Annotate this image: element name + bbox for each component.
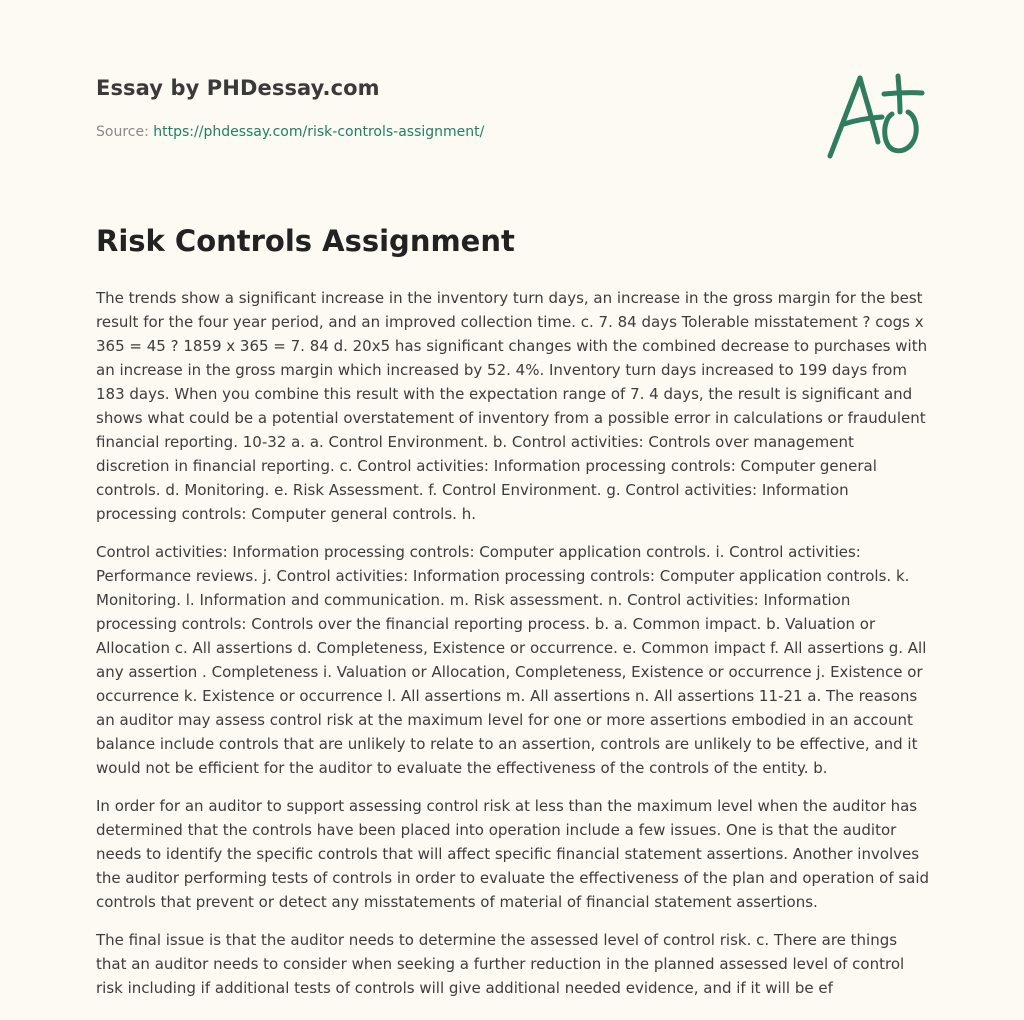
a-plus-grade-icon: [820, 68, 930, 164]
essay-paragraph: In order for an auditor to support assessing control risk at less than the maximum level when the auditor has determined that the controls have been placed into operation include a few issues. One is that the auditor needs to identify the specific controls that will affect specific financial statement assertions. Another involves the auditor performing tests of controls in order to evaluate the effectiveness of the plan and operation of said controls that prevent or detect any misstatements of material of financial statement assertions.: [96, 797, 930, 911]
source-label: Source:: [96, 124, 149, 140]
essay-paragraph: The trends show a significant increase in the inventory turn days, an increase in the gross margin for the best result for the four year period, and an improved collection time. c. 7. 84 days Tolerable misstatement ? cogs x 365 = 45 ? 1859 x 365 = 7. 84 d. 20x5 has significant changes with the combined decrease to purchases with an increase in the gross margin which increased by 52. 4%. Inventory turn days increased to 199 days from 183 days. When you combine this result with the expectation range of 7. 4 days, the result is significant and shows what could be a potential overstatement of inventory from a possible error in calculations or fraudulent financial reporting. 10-32 a. a. Control Environment. b. Control activities: Controls over management discretion in financial reporting. c. Control activities: Information processing controls: Computer general controls. d. Monitoring. e. Risk Assessment. f. Control Environment. g. Control activities: Information processing controls: Computer general controls. h.: [96, 289, 928, 523]
essay-body: [96, 286, 932, 1014]
source-link[interactable]: https://phdessay.com/risk-controls-assignment/: [153, 124, 485, 140]
source-line: [96, 124, 484, 140]
essay-paragraph: The final issue is that the auditor needs to determine the assessed level of control risk. c. There are things that an auditor needs to consider when seeking a further reduction in the planned assessed level of control risk including if additional tests of controls will give additional needed evidence, and if it will be ef: [96, 931, 905, 997]
site-brand: Essay by PHDessay.com: [96, 76, 380, 100]
essay-paragraph: Control activities: Information processing controls: Computer application controls. i. Control activities: Performance reviews. j. Control activities: Information processing controls: Computer application controls. k. Monitoring. l. Information and communication. m. Risk assessment. n. Control activities: Information processing controls: Controls over the financial reporting process. b. a. Common impact. b. Valuation or Allocation c. All assertions d. Completeness, Existence or occurrence. e. Common impact f. All assertions g. All any assertion . Completeness i. Valuation or Allocation, Completeness, Existence or occurrence j. Existence or occurrence k. Existence or occurrence l. All assertions m. All assertions n. All assertions 11-21 a. The reasons an auditor may assess control risk at the maximum level for one or more assertions embodied in an account balance include controls that are unlikely to relate to an assertion, controls are unlikely to be effective, and it would not be efficient for the auditor to evaluate the effectiveness of the controls of the entity. b.: [96, 543, 927, 777]
essay-title: Risk Controls Assignment: [96, 224, 515, 258]
